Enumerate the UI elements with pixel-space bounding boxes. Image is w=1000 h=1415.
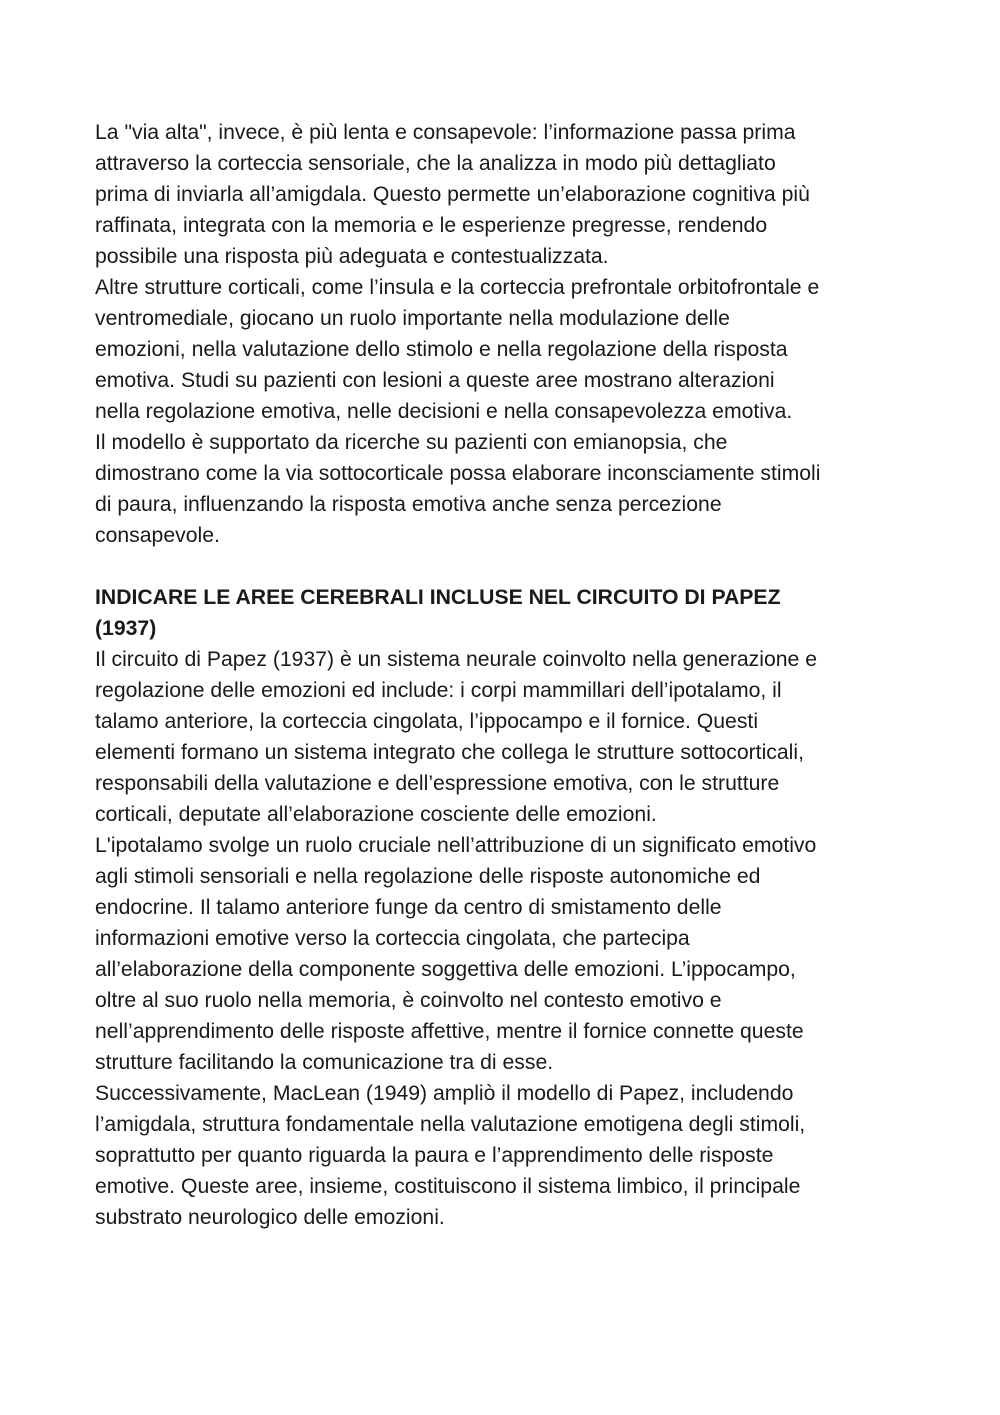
section-via-alta <box>95 117 910 551</box>
text-line: Altre strutture corticali, come l’insula e la corteccia prefrontale orbitofrontale e <box>95 276 820 299</box>
text-line: La "via alta", invece, è più lenta e consapevole: l’informazione passa prima <box>95 121 796 144</box>
text-line: responsabili della valutazione e dell’espressione emotiva, con le strutture <box>95 772 780 795</box>
section-heading <box>95 582 910 644</box>
text-line: substrato neurologico delle emozioni. <box>95 1206 445 1229</box>
text-line: regolazione delle emozioni ed include: i corpi mammillari dell’ipotalamo, il <box>95 679 782 702</box>
text-line: ventromediale, giocano un ruolo importante nella modulazione delle <box>95 307 730 330</box>
heading-line: INDICARE LE AREE CEREBRALI INCLUSE NEL CIRCUITO DI PAPEZ <box>95 586 781 609</box>
text-line: corticali, deputate all’elaborazione cosciente delle emozioni. <box>95 803 657 826</box>
text-line: emotiva. Studi su pazienti con lesioni a queste aree mostrano alterazioni <box>95 369 775 392</box>
text-line: all’elaborazione della componente soggettiva delle emozioni. L’ippocampo, <box>95 958 796 981</box>
text-line: oltre al suo ruolo nella memoria, è coinvolto nel contesto emotivo e <box>95 989 722 1012</box>
text-line: endocrine. Il talamo anteriore funge da centro di smistamento delle <box>95 896 722 919</box>
text-line: attraverso la corteccia sensoriale, che la analizza in modo più dettagliato <box>95 152 776 175</box>
text-line: strutture facilitando la comunicazione tra di esse. <box>95 1051 554 1074</box>
text-line: raffinata, integrata con la memoria e le esperienze pregresse, rendendo <box>95 214 768 237</box>
text-line: L'ipotalamo svolge un ruolo cruciale nell’attribuzione di un significato emotivo <box>95 834 817 857</box>
document-page <box>95 117 910 1233</box>
text-line: di paura, influenzando la risposta emotiva anche senza percezione <box>95 493 722 516</box>
text-line: elementi formano un sistema integrato che collega le strutture sottocorticali, <box>95 741 804 764</box>
text-line: prima di inviarla all’amigdala. Questo permette un’elaborazione cognitiva più <box>95 183 810 206</box>
text-line: nell’apprendimento delle risposte affettive, mentre il fornice connette queste <box>95 1020 804 1043</box>
text-line: nella regolazione emotiva, nelle decisioni e nella consapevolezza emotiva. <box>95 400 793 423</box>
text-line: informazioni emotive verso la corteccia cingolata, che partecipa <box>95 927 690 950</box>
text-line: emotive. Queste aree, insieme, costituiscono il sistema limbico, il principale <box>95 1175 801 1198</box>
text-line: talamo anteriore, la corteccia cingolata, l’ippocampo e il fornice. Questi <box>95 710 759 733</box>
text-line: consapevole. <box>95 524 220 547</box>
text-line: agli stimoli sensoriali e nella regolazione delle risposte autonomiche ed <box>95 865 761 888</box>
text-line: l’amigdala, struttura fondamentale nella valutazione emotigena degli stimoli, <box>95 1113 806 1136</box>
heading-line: (1937) <box>95 617 157 640</box>
text-line: soprattutto per quanto riguarda la paura e l’apprendimento delle risposte <box>95 1144 774 1167</box>
text-line: Successivamente, MacLean (1949) ampliò il modello di Papez, includendo <box>95 1082 794 1105</box>
text-line: dimostrano come la via sottocorticale possa elaborare inconsciamente stimoli <box>95 462 821 485</box>
text-line: Il modello è supportato da ricerche su pazienti con emianopsia, che <box>95 431 728 454</box>
paragraph-spacer <box>95 551 910 582</box>
text-line: Il circuito di Papez (1937) è un sistema neurale coinvolto nella generazione e <box>95 648 817 671</box>
section-circuito-papez <box>95 644 910 1233</box>
text-line: possibile una risposta più adeguata e contestualizzata. <box>95 245 609 268</box>
text-line: emozioni, nella valutazione dello stimolo e nella regolazione della risposta <box>95 338 788 361</box>
